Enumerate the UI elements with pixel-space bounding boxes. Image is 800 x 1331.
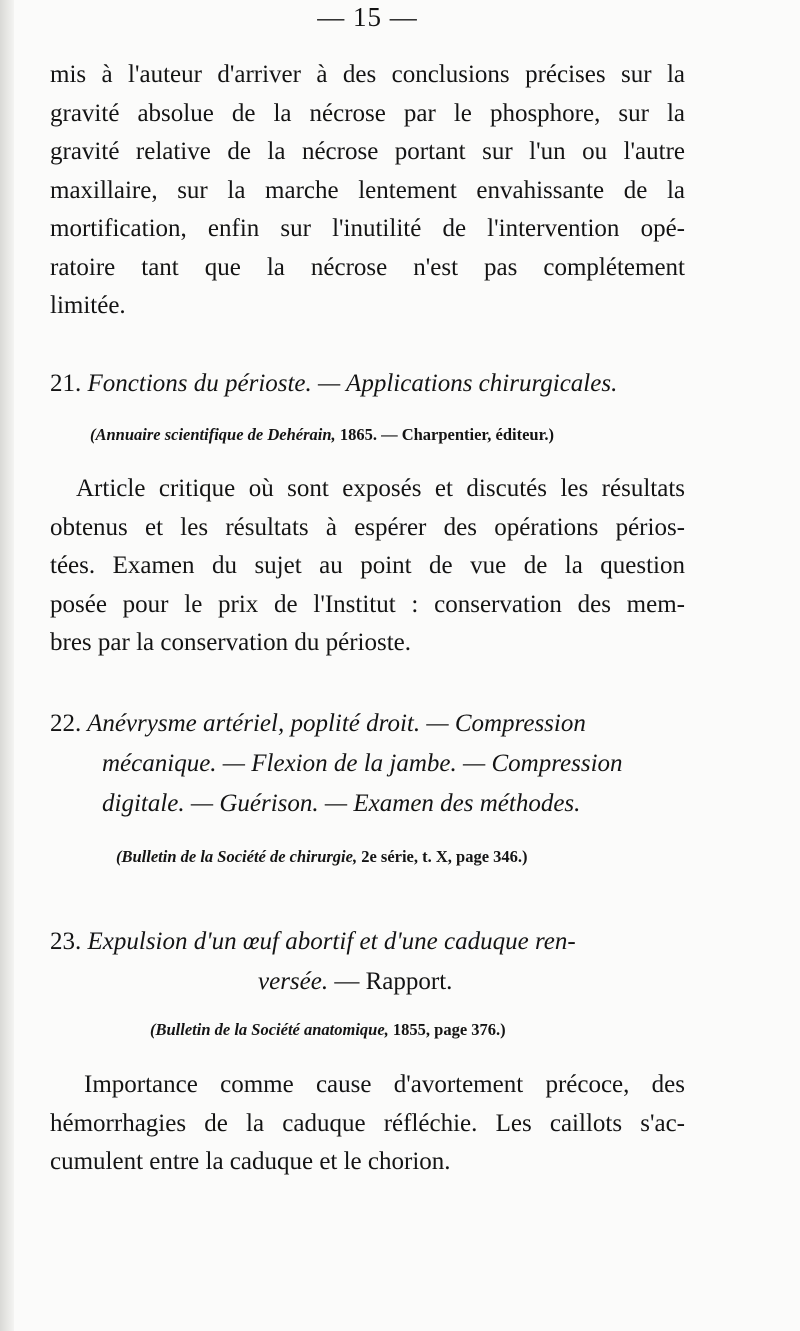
page-number: — 15 — <box>317 2 418 32</box>
text-line: gravité relative de la nécrose portant sur l'un ou l'autre <box>50 138 685 165</box>
text-line: obtenus et les résultats à espérer des opérations périos- <box>50 513 685 541</box>
entry-23-citation <box>150 1020 506 1040</box>
text-line: hémorrhagies de la caduque réfléchie. Les caillots s'ac- <box>50 1109 685 1137</box>
text-line: bres par la conservation du périoste. <box>50 629 411 656</box>
entry-title-text: mécanique. — Flexion de la jambe. — Compression <box>102 750 623 777</box>
text-line: Importance comme cause d'avortement précoce, des <box>84 1071 685 1098</box>
entry-title-text: Anévrysme artériel, poplité droit. — Compression <box>87 710 586 737</box>
entry-title-text: digitale. — Guérison. — Examen des méthodes. <box>102 790 581 817</box>
entry-22-title <box>50 704 690 824</box>
entry-23-title <box>50 922 690 1002</box>
text-line: tées. Examen du sujet au point de vue de la question <box>50 552 685 579</box>
entry-number: 22. <box>50 710 82 737</box>
citation-source: (Annuaire scientifique de Dehérain, <box>90 425 336 444</box>
citation-source: (Bulletin de la Société de chirurgie, <box>116 847 358 866</box>
entry-title-text: versée. <box>258 968 329 995</box>
text-line: mortification, enfin sur l'inutilité de l'intervention opé- <box>50 215 685 242</box>
citation-source: (Bulletin de la Société anatomique, <box>150 1020 389 1039</box>
entry-23-paragraph <box>50 1066 685 1182</box>
citation-details: 1865. — Charpentier, éditeur.) <box>335 425 554 444</box>
entry-21-title <box>50 364 690 404</box>
text-line: cumulent entre la caduque et le chorion. <box>50 1148 451 1175</box>
entry-number: 21. <box>50 370 82 397</box>
text-line: maxillaire, sur la marche lentement envahissante de la <box>50 176 685 204</box>
entry-number: 23. <box>50 928 82 955</box>
entry-title-rest: — Rapport. <box>328 968 453 995</box>
paragraph-continuation <box>50 56 685 326</box>
entry-22-citation <box>116 847 528 867</box>
text-line: gravité absolue de la nécrose par le phosphore, sur la <box>50 99 685 127</box>
entry-21-paragraph <box>50 470 685 663</box>
entry-title-text: Expulsion d'un œuf abortif et d'une caduque ren- <box>87 928 576 955</box>
text-line: ratoire tant que la nécrose n'est pas complétement <box>50 253 685 281</box>
text-line: mis à l'auteur d'arriver à des conclusions précises sur la <box>50 61 685 88</box>
text-line: limitée. <box>50 292 126 319</box>
text-line: Article critique où sont exposés et discutés les résultats <box>76 475 685 502</box>
citation-details: 1855, page 376.) <box>388 1020 506 1039</box>
text-line: posée pour le prix de l'Institut : conservation des mem- <box>50 590 685 618</box>
entry-21-citation <box>90 425 554 445</box>
citation-details: 2e série, t. X, page 346.) <box>357 847 528 866</box>
entry-title-text: Fonctions du périoste. — Applications chirurgicales. <box>87 370 618 397</box>
page-edge-shadow <box>0 0 14 1331</box>
